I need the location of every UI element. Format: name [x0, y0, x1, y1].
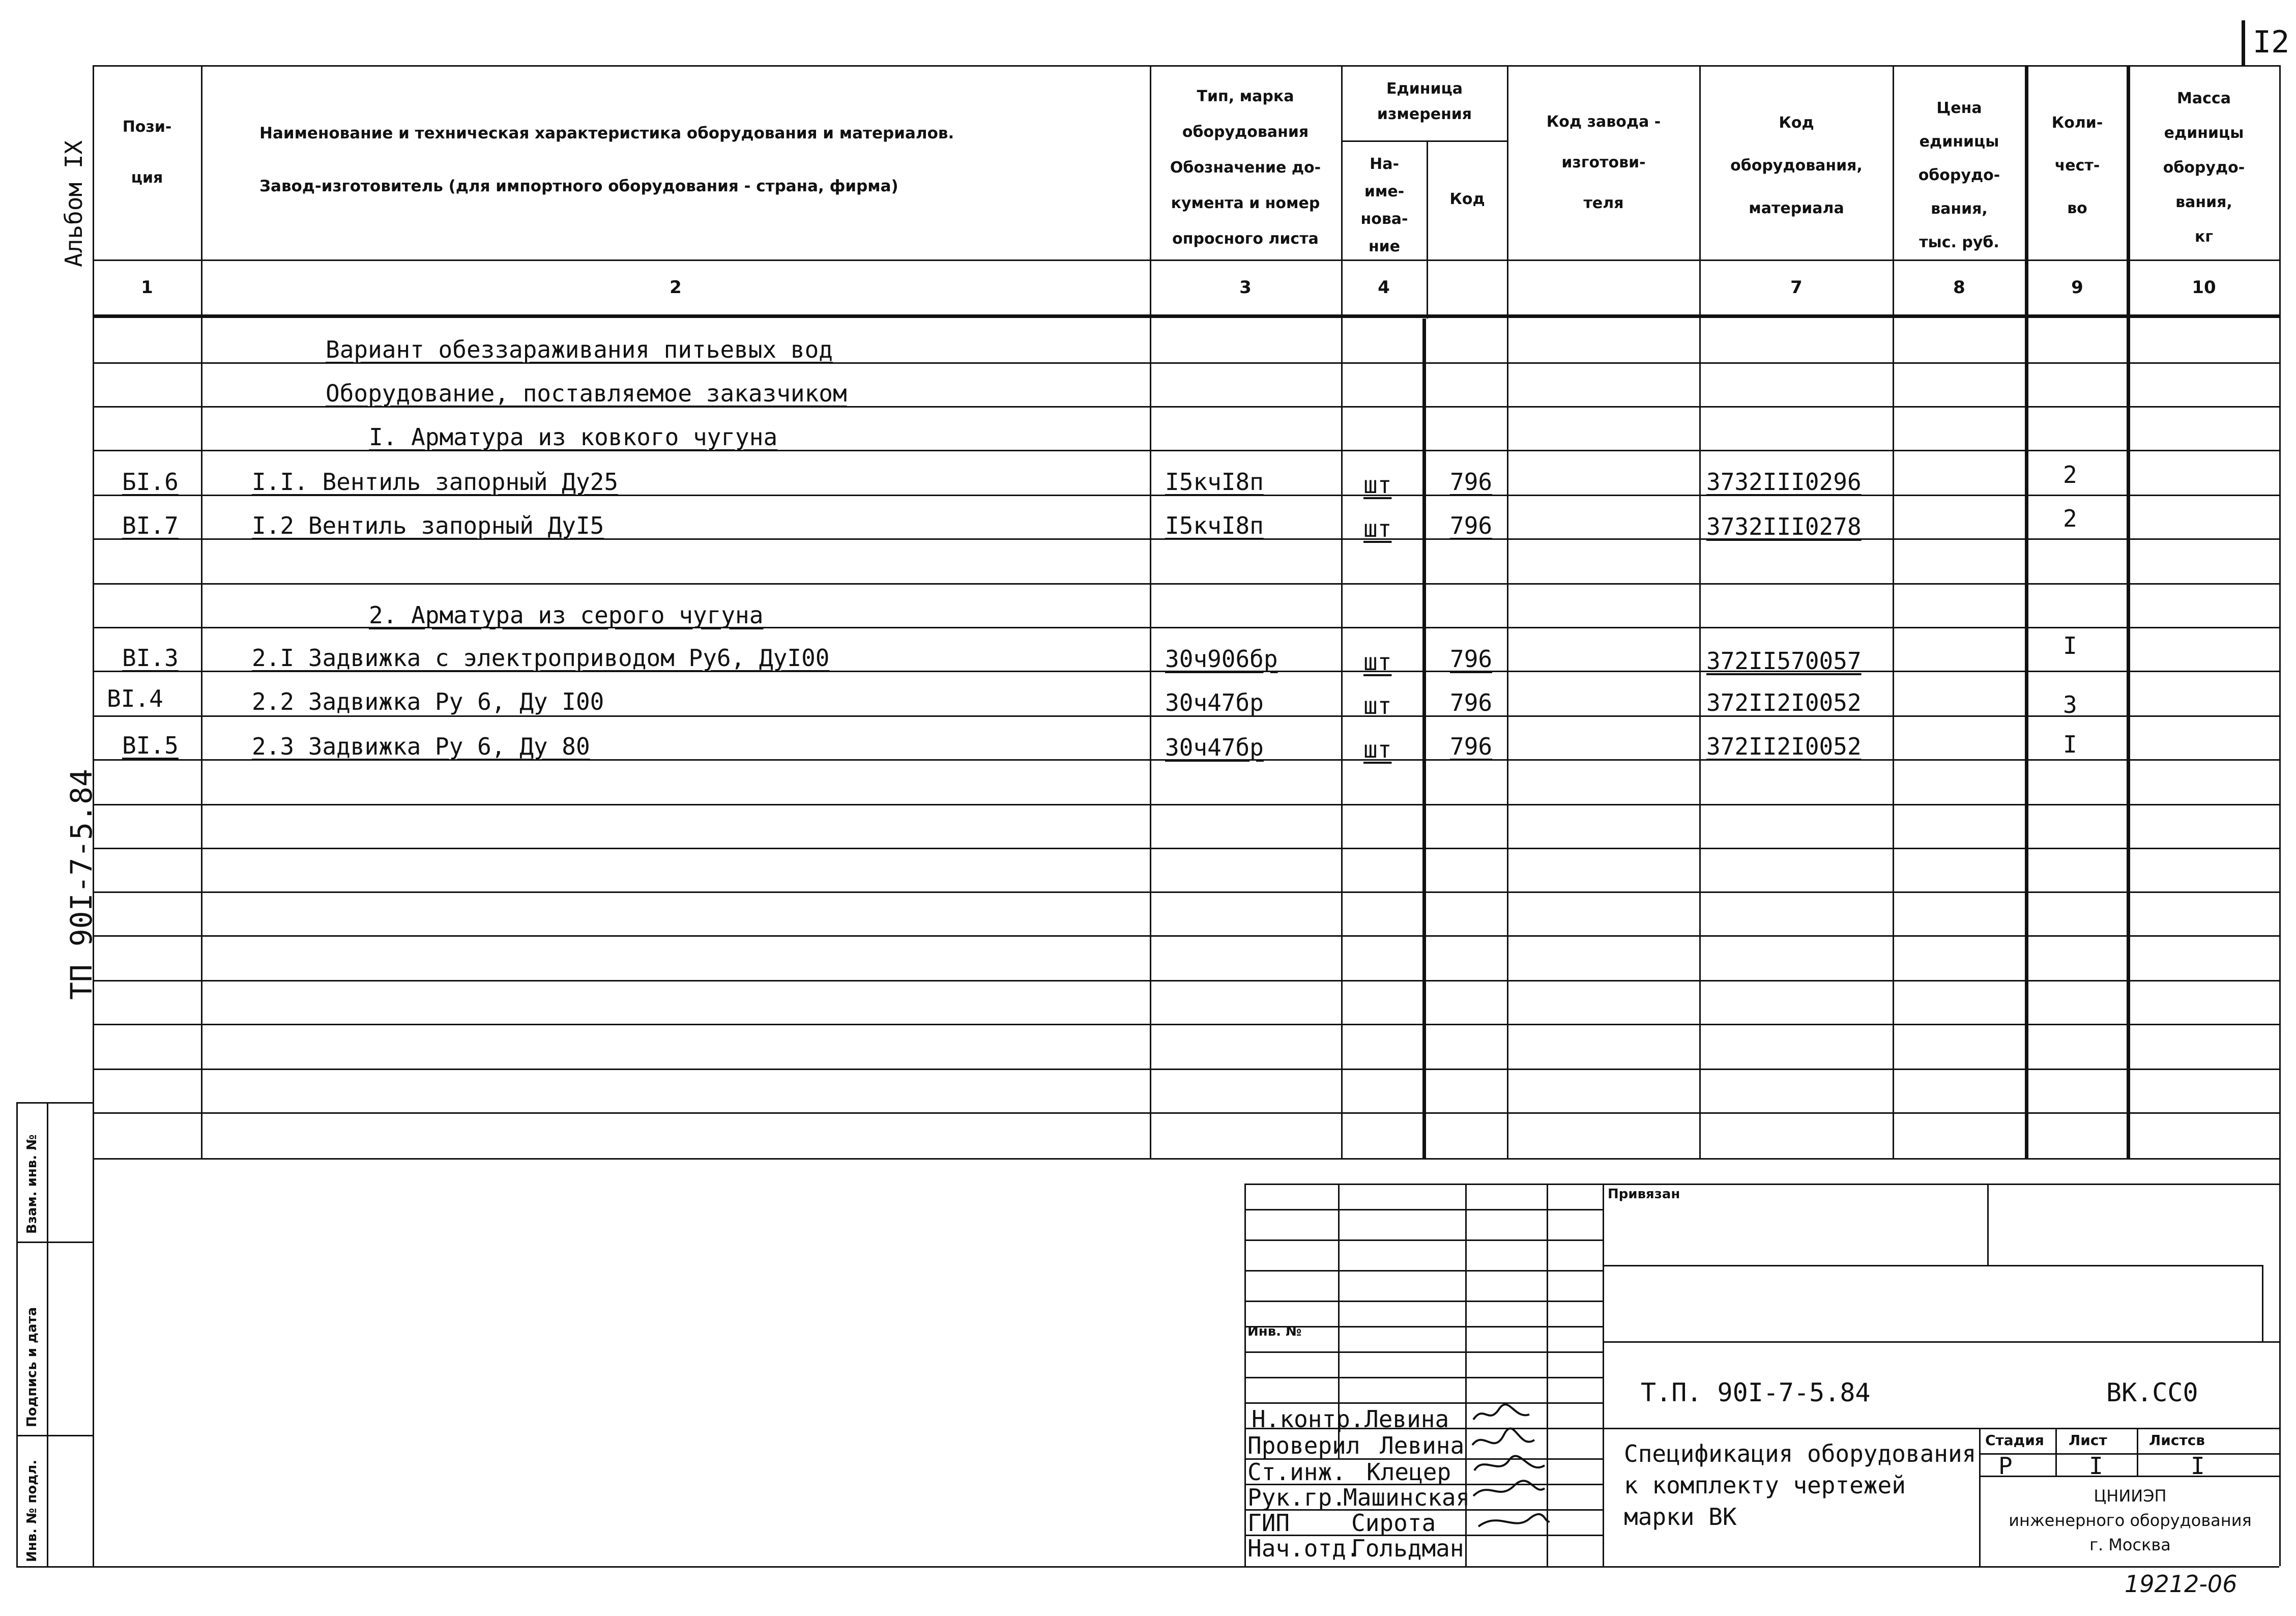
header-type: Тип, марка оборудования Обозначение до- кумента и номер опросного листа — [1170, 88, 1321, 248]
column-number-7: 7 — [1790, 277, 1803, 298]
header-unit-group: Единица измерения — [1377, 80, 1472, 123]
header-material-code: Код оборудования, материала — [1730, 114, 1863, 217]
inv-no-label: Инв. № — [1247, 1324, 1302, 1339]
signer-role: Проверил — [1247, 1432, 1360, 1459]
doc-code: Т.П. 90I-7-5.84 — [1641, 1378, 1871, 1407]
header-position: Пози- ция — [122, 118, 172, 187]
signer-name: Машинская — [1343, 1484, 1470, 1511]
signer-role: Ст.инж. — [1247, 1458, 1346, 1486]
column-number-9: 9 — [2071, 277, 2083, 298]
signer-name: Сирота — [1351, 1509, 1436, 1537]
archive-number: 19212-06 — [2125, 1570, 2237, 1598]
header-quantity: Коли- чест- во — [2051, 114, 2103, 217]
doc-title: Спецификация оборудования к комплекту чертежей марки ВК — [1624, 1440, 1977, 1531]
section-subtitle: Оборудование, поставляемое заказчиком — [326, 380, 847, 407]
group-heading: I. Арматура из ковкого чугуна — [369, 423, 778, 451]
column-number-10: 10 — [2192, 277, 2216, 298]
header-unit-code: Код — [1449, 190, 1485, 208]
signer-role: Рук.гр. — [1247, 1484, 1346, 1511]
column-number-4: 4 — [1378, 277, 1390, 298]
column-number-8: 8 — [1953, 277, 1965, 298]
signer-role: ГИП — [1247, 1509, 1290, 1537]
header-price: Цена единицы оборудо- вания, тыс. руб. — [1918, 99, 2000, 251]
section-title: Вариант обеззараживания питьевых вод — [326, 336, 833, 363]
sheet-value: I — [2089, 1452, 2103, 1480]
doc-mark: ВК.СС0 — [2106, 1378, 2198, 1407]
project-code-label: ТП 90I-7-5.84 — [64, 769, 99, 1000]
header-name: Наименование и техническая характеристика оборудования и материалов. Завод-изготовитель (для импортного оборудования - страна, фирма) — [259, 124, 954, 195]
signer-name: Гольдман — [1351, 1535, 1464, 1562]
stage-value: Р — [1998, 1452, 2013, 1480]
signer-name: Клецер — [1367, 1458, 1451, 1486]
signer-name: Левина — [1380, 1432, 1465, 1459]
column-number-3: 3 — [1239, 277, 1252, 298]
signer-name: Левина — [1364, 1405, 1449, 1433]
sheet-number: I2 — [2253, 24, 2290, 60]
signer-role: Н.контр. — [1252, 1405, 1364, 1433]
signer-role: Нач.отд. — [1247, 1535, 1360, 1562]
sheets-value: I — [2191, 1452, 2205, 1480]
header-factory-code: Код завода - изготови- теля — [1546, 113, 1661, 212]
signature-scribbles — [1468, 1399, 1550, 1562]
sheet-number-mark — [2242, 20, 2245, 66]
album-label: Альбом IX — [60, 140, 88, 267]
sheet-label: Лист — [2069, 1432, 2107, 1449]
sheets-label: Листсв — [2149, 1432, 2205, 1449]
privyazan-label: Привязан — [1608, 1187, 1680, 1202]
stage-label: Стадия — [1985, 1432, 2044, 1449]
header-mass: Масса единицы оборудо- вания, кг — [2163, 90, 2245, 246]
header-unit-name: На- име- нова- ние — [1360, 155, 1408, 255]
column-number-1: 1 — [141, 277, 153, 298]
organization: ЦНИИЭП инженерного оборудования г. Москва — [2009, 1486, 2252, 1554]
column-number-2: 2 — [670, 277, 682, 298]
group-heading: 2. Арматура из серого чугуна — [369, 601, 764, 629]
